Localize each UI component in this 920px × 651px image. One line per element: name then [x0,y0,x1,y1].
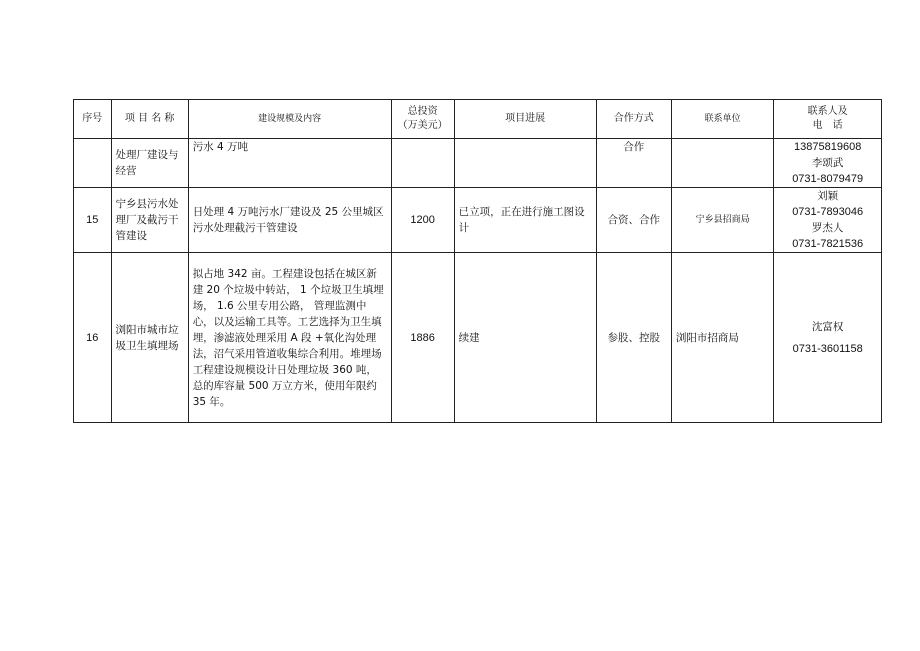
row-project-name: 宁乡县污水处理厂及截污干管建设 [111,188,188,253]
header-seq: 序号 [74,100,112,139]
row-progress: 已立项，正在进行施工图设计 [454,188,596,253]
contact-phone: 13875819608 [794,141,862,153]
table-row [74,188,882,253]
row-scale: 日处理 4 万吨污水厂建设及 25 公里城区污水处理截污干管建设 [188,188,391,253]
row-contacts [774,188,882,253]
contact-person: 罗杰人 [811,222,844,234]
contact-person: 李颂武 [811,157,844,169]
header-contact-line1: 联系人及 [807,106,848,117]
row-contacts [774,139,882,188]
header-row [74,100,882,139]
contact-phone: 0731-8079479 [792,173,864,185]
header-contact-line2: 电 话 [812,120,843,131]
row-investment: 1886 [391,253,454,423]
header-unit: 联系单位 [671,100,774,139]
contact-phone: 0731-7893046 [792,206,864,218]
row-unit: 宁乡县招商局 [671,188,774,253]
row-coop: 合资、合作 [596,188,671,253]
row-seq: 16 [74,253,112,423]
row-seq: 15 [74,188,112,253]
row-contacts [774,253,882,423]
row-unit: 浏阳市招商局 [671,253,774,423]
header-contact [774,100,882,139]
row-investment: 1200 [391,188,454,253]
row-coop: 合作 [596,139,671,188]
contact-phone: 0731-7821536 [792,238,864,250]
header-coop: 合作方式 [596,100,671,139]
table-row [74,253,882,423]
row-scale: 拟占地 342 亩。工程建设包括在城区新建 20 个垃圾中转站， 1 个垃圾卫生填埋场， 1.6 公里专用公路， 管理监测中心，以及运输工具等。工艺选择为卫生填埋，渗滤液处理采用 A 段 +氧化沟处理法，沼气采用管道收集综合利用。堆埋场工程建设规模设计日处理垃圾 360 吨，总的库容量 500 万立方米，使用年限约 35 年。 [188,253,391,423]
row-progress [454,139,596,188]
row-progress: 续建 [454,253,596,423]
table-row [74,139,882,188]
row-unit [671,139,774,188]
header-name: 项 目 名 称 [111,100,188,139]
header-investment [391,100,454,139]
header-investment-line2: （万美元） [397,120,448,131]
contact-person: 刘颖 [817,190,839,202]
header-progress: 项目进展 [454,100,596,139]
row-project-name: 浏阳市城市垃圾卫生填埋场 [111,253,188,423]
project-table [73,99,882,423]
row-coop: 参股、控股 [596,253,671,423]
row-investment [391,139,454,188]
row-scale: 污水 4 万吨 [188,139,391,188]
header-investment-line1: 总投资 [407,106,438,117]
contact-phone: 0731-3601158 [792,342,863,355]
header-scale: 建设规模及内容 [188,100,391,139]
contact-person: 沈富权 [811,320,844,333]
row-seq [74,139,112,188]
row-project-name: 处理厂建设与经营 [111,139,188,188]
